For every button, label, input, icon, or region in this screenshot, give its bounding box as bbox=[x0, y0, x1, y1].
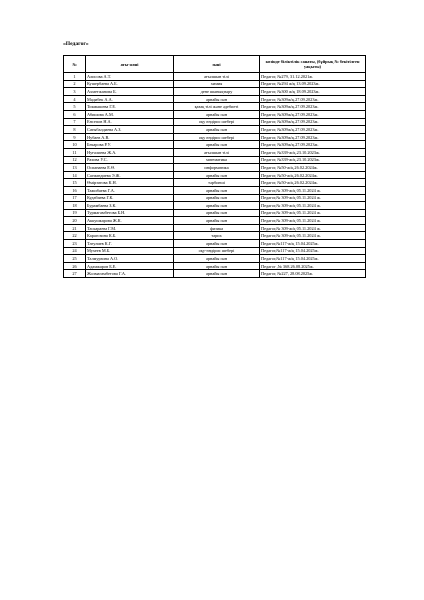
row-num: 11 bbox=[64, 148, 86, 156]
row-name: Бекарова Р.У. bbox=[86, 141, 174, 149]
row-subject: арнайы пән bbox=[174, 95, 260, 103]
row-num: 7 bbox=[64, 118, 86, 126]
table-row bbox=[64, 240, 366, 248]
row-category: Педагог, №309ж/қ.27.09.2023ж. bbox=[260, 110, 366, 118]
table-row bbox=[64, 179, 366, 187]
row-category: Педагог, №309ж/қ.27.09.2023ж. bbox=[260, 141, 366, 149]
table-row bbox=[64, 164, 366, 172]
row-num: 22 bbox=[64, 232, 86, 240]
row-name: Сатыбалдиева А.З. bbox=[86, 126, 174, 134]
row-subject: арнайы пән bbox=[174, 141, 260, 149]
table-row bbox=[64, 148, 366, 156]
page-heading: «Педагог» bbox=[63, 41, 89, 47]
table-row bbox=[64, 262, 366, 270]
row-num: 13 bbox=[64, 164, 86, 172]
row-subject: физика bbox=[174, 224, 260, 232]
row-num: 12 bbox=[64, 156, 86, 164]
row-num: 20 bbox=[64, 217, 86, 225]
row-category: Педагог,№117-ж/қ 15.04.2025ж. bbox=[260, 240, 366, 248]
row-subject: арнайы пән bbox=[174, 202, 260, 210]
row-subject: арнайы пән bbox=[174, 209, 260, 217]
table-row bbox=[64, 186, 366, 194]
table-row bbox=[64, 73, 366, 81]
row-num: 24 bbox=[64, 247, 86, 255]
row-category: Педагог,№ 309-ж/қ 05.11.2024 ж. bbox=[260, 224, 366, 232]
row-subject: ағылшын тілі bbox=[174, 148, 260, 156]
row-num: 1 bbox=[64, 73, 86, 81]
row-name: Талмурзина А.О. bbox=[86, 255, 174, 263]
row-num: 3 bbox=[64, 88, 86, 96]
row-name: Абишова А.М. bbox=[86, 110, 174, 118]
header-num: № bbox=[64, 56, 86, 73]
row-name: Рахова У.С. bbox=[86, 156, 174, 164]
row-num: 8 bbox=[64, 126, 86, 134]
row-num: 2 bbox=[64, 80, 86, 88]
row-num: 4 bbox=[64, 95, 86, 103]
row-name: Турмагамбетова Б.Н. bbox=[86, 209, 174, 217]
row-category: Педагог, №300 ж/қ 18.09.2023ж. bbox=[260, 88, 366, 96]
row-num: 10 bbox=[64, 141, 86, 149]
row-num: 16 bbox=[64, 186, 86, 194]
row-name: Бурамбаева З.К. bbox=[86, 202, 174, 210]
table-row bbox=[64, 171, 366, 179]
header-subject: пәні bbox=[174, 56, 260, 73]
table-row bbox=[64, 224, 366, 232]
row-num: 21 bbox=[64, 224, 86, 232]
header-row bbox=[64, 56, 366, 73]
row-name: Алисова А.Т. bbox=[86, 73, 174, 81]
row-subject: арнайы пән bbox=[174, 171, 260, 179]
table-row bbox=[64, 126, 366, 134]
row-subject: оқу өндірис шебері bbox=[174, 133, 260, 141]
staff-table bbox=[63, 55, 366, 278]
row-subject: арнайы пән bbox=[174, 240, 260, 248]
row-subject: тарих bbox=[174, 232, 260, 240]
row-category: Педагог, №309ж/қ.27.09.2023ж. bbox=[260, 126, 366, 134]
table-row bbox=[64, 95, 366, 103]
row-num: 19 bbox=[64, 209, 86, 217]
row-subject: оқу өндірис шебері bbox=[174, 118, 260, 126]
row-subject: арнайы пән bbox=[174, 126, 260, 134]
table-row bbox=[64, 255, 366, 263]
table-row bbox=[64, 110, 366, 118]
table-row bbox=[64, 232, 366, 240]
row-category: Педагог ,№ 368.26.08.2025ж. bbox=[260, 262, 366, 270]
row-num: 6 bbox=[64, 110, 86, 118]
row-subject: арнайы пән bbox=[174, 270, 260, 278]
row-subject: арнайы пән bbox=[174, 186, 260, 194]
row-name: Оспанаева Е.Ө. bbox=[86, 164, 174, 172]
table-row bbox=[64, 80, 366, 88]
row-category: Педагог, №279, 31.12.2021ж. bbox=[260, 73, 366, 81]
row-subject: ағылшын тілі bbox=[174, 73, 260, 81]
row-name: Токмышева Г.Е. bbox=[86, 103, 174, 111]
row-category: Педагог, №309ж/қ.27.09.2023ж. bbox=[260, 95, 366, 103]
row-name: Өмірзатова К.Н. bbox=[86, 179, 174, 187]
row-name: Карагозина К.Б. bbox=[86, 232, 174, 240]
table-row bbox=[64, 133, 366, 141]
row-name: Адамжаров Б.Е. bbox=[86, 262, 174, 270]
row-name: Нуғалиева Ж.А. bbox=[86, 148, 174, 156]
row-subject: арнайы пән bbox=[174, 194, 260, 202]
row-category: Педагог, №50-ж/қ.26.02.2024ж. bbox=[260, 179, 366, 187]
row-category: Педагог,№ 309-ж/қ 05.11.2024 ж. bbox=[260, 194, 366, 202]
row-category: Педагог, №294 ж/қ 13.09.2023ж. bbox=[260, 80, 366, 88]
row-name: Мухеев М.Б. bbox=[86, 247, 174, 255]
row-num: 5 bbox=[64, 103, 86, 111]
table-row bbox=[64, 194, 366, 202]
row-name: Аккушкарова Ж.К. bbox=[86, 217, 174, 225]
table-row bbox=[64, 118, 366, 126]
row-name: Нубаев А.В. bbox=[86, 133, 174, 141]
table-row bbox=[64, 156, 366, 164]
row-num: 23 bbox=[64, 240, 86, 248]
row-subject: информатика bbox=[174, 164, 260, 172]
row-name: Ахметжанова Б. bbox=[86, 88, 174, 96]
row-subject: арнайы пән bbox=[174, 110, 260, 118]
row-name: Жолмагамбетова Г.А. bbox=[86, 270, 174, 278]
row-category: Педагог, №309ж/қ.27.09.2023ж. bbox=[260, 133, 366, 141]
table-row bbox=[64, 141, 366, 149]
row-subject: математика bbox=[174, 156, 260, 164]
table-row bbox=[64, 247, 366, 255]
row-name: Тлеулиев К.Г. bbox=[86, 240, 174, 248]
header-name: аты-жөні bbox=[86, 56, 174, 73]
row-category: Педагог, №50-ж/қ.26.02.2024ж. bbox=[260, 164, 366, 172]
row-category: Педагог, №50-ж/қ.26.02.2024ж. bbox=[260, 171, 366, 179]
table-row bbox=[64, 209, 366, 217]
row-category: Педагог,№117-ж/қ 15.04.2025ж. bbox=[260, 247, 366, 255]
row-category: Педагог, №227, 28.08.2025ж. bbox=[260, 270, 366, 278]
row-subject: химия bbox=[174, 80, 260, 88]
row-subject: арнайы пән bbox=[174, 255, 260, 263]
row-category: Педагог, №339-ж/қ.23.10.2023ж. bbox=[260, 156, 366, 164]
row-subject: арнайы пән bbox=[174, 217, 260, 225]
row-name: Сагмандиева Э.Ж. bbox=[86, 171, 174, 179]
row-name: Кудабаева Г.К. bbox=[86, 194, 174, 202]
row-name: Кушербаева А.Б. bbox=[86, 80, 174, 88]
table-row bbox=[64, 88, 366, 96]
row-name: Мадибек А.А. bbox=[86, 95, 174, 103]
row-subject: арнайы пән bbox=[174, 262, 260, 270]
table-row bbox=[64, 103, 366, 111]
row-category: Педагог, №309ж/қ.27.09.2023ж. bbox=[260, 103, 366, 111]
header-category: көзінде біліктілік санаты, (бұйрық № бекітілген уақыты) bbox=[260, 56, 366, 73]
row-num: 26 bbox=[64, 262, 86, 270]
table-header bbox=[64, 56, 366, 73]
row-category: Педагог,№ 309-ж/қ 05.11.2024 ж. bbox=[260, 217, 366, 225]
table-row bbox=[64, 217, 366, 225]
row-category: Педагог, №309ж/қ.27.09.2023ж. bbox=[260, 118, 366, 126]
row-category: Педагог, №339-ж/қ.23.10.2023ж. bbox=[260, 148, 366, 156]
row-num: 9 bbox=[64, 133, 86, 141]
row-num: 15 bbox=[64, 179, 86, 187]
row-category: Педагог,№ 309-ж/қ 05.11.2024 ж. bbox=[260, 186, 366, 194]
table-row bbox=[64, 202, 366, 210]
row-name: Тажибаева Г.А. bbox=[86, 186, 174, 194]
row-num: 27 bbox=[64, 270, 86, 278]
row-subject: тәрбиеші bbox=[174, 179, 260, 187]
row-category: Педагог,№ 309-ж/қ 05.11.2024 ж. bbox=[260, 202, 366, 210]
row-num: 25 bbox=[64, 255, 86, 263]
table-row bbox=[64, 270, 366, 278]
row-category: Педагог,№ 309-ж/қ 05.11.2024 ж. bbox=[260, 209, 366, 217]
row-subject: қазақ тілі және әдебиеті bbox=[174, 103, 260, 111]
row-name: Енсепов Н.А. bbox=[86, 118, 174, 126]
row-category: Педагог,№ 309-ж/қ 05.11.2024 ж. bbox=[260, 232, 366, 240]
row-num: 14 bbox=[64, 171, 86, 179]
row-name: Таскараева Г.М. bbox=[86, 224, 174, 232]
row-subject: дене шынықтыру bbox=[174, 88, 260, 96]
row-category: Педагог,№117-ж/қ 15.04.2025ж. bbox=[260, 255, 366, 263]
row-num: 18 bbox=[64, 202, 86, 210]
table-body bbox=[64, 73, 366, 278]
row-num: 17 bbox=[64, 194, 86, 202]
row-subject: оқу-өндірис шебері bbox=[174, 247, 260, 255]
